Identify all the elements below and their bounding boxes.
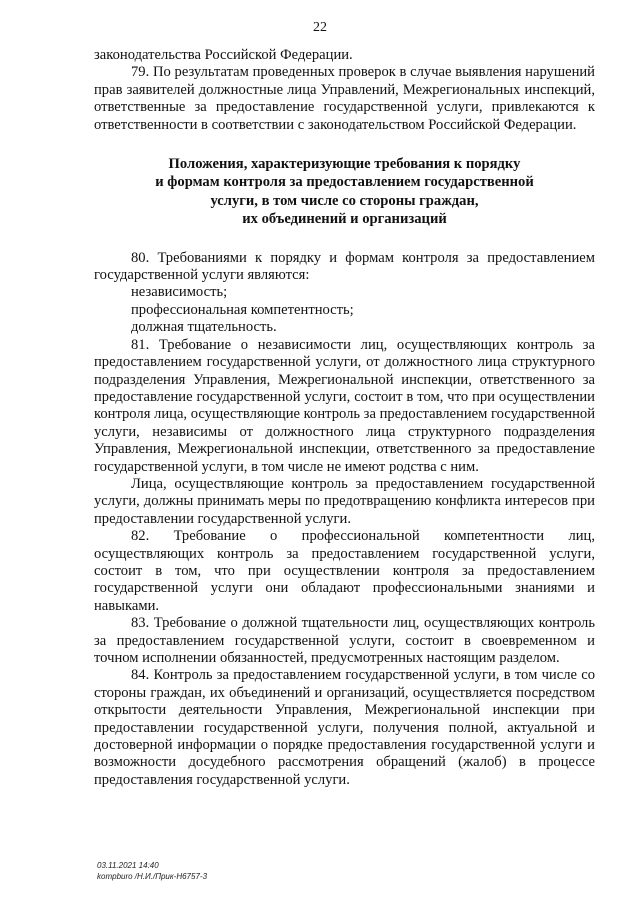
list-item: профессиональная компетентность; [131,301,354,318]
paragraph-81-second: Лица, осуществляющие контроль за предоставлением государственной услуги, должны принимать меры по предотвращению конфликта интересов при предоставлении государственной услуги. [94,475,595,527]
heading-line: Положения, характеризующие требования к порядку [168,156,521,173]
paragraph-80: 80. Требованиями к порядку и формам контроля за предоставлением государственной услуги являются: [94,249,595,284]
heading-line: и формам контроля за предоставлением государственной [155,174,534,191]
page-number: 22 [313,20,327,35]
paragraph-81: 81. Требование о независимости лиц, осуществляющих контроль за предоставлением государственной услуги, от должностного лица структурного подразделения Управления, Межрегиональной инспекции, ответственного за предоставление государственной услуги, состоит в том, что при осуществлении контроля лица, осуществляющие контроль за предоставлением государственной услуги, независимы от должностного лица структурного подразделения Управления, Межрегиональной инспекции, ответственного за предоставление государственной услуги, в том числе не имеют родства с ним. [94,336,596,475]
section-heading [94,155,595,229]
footer-date: 03.11.2021 14:40 [97,861,159,870]
list-item: независимость; [131,284,228,301]
heading-line: их объединений и организаций [242,211,447,228]
paragraph-84: 84. Контроль за предоставлением государственной услуги, в том числе со стороны граждан, их объединений и организаций, осуществляется посредством открытости деятельности Управления, Межрегиональной инспекции при предоставлении государственной услуги, получения полной, актуальной и достоверной информации о порядке предоставления государственной услуги и возможности досудебного рассмотрения обращений (жалоб) в процессе предоставления государственной услуги. [94,667,595,788]
paragraph-82: 82. Требование о профессиональной компетентности лиц, осуществляющих контроль за предоставлением государственной услуги, состоит в том, что при осуществлении контроля за предоставлением государственной услуги они обладают профессиональными знаниями и навыками. [94,528,595,614]
document-body [94,47,595,789]
paragraph-continuation: законодательства Российской Федерации. [94,47,353,63]
list-item: должная тщательность. [131,319,277,336]
heading-line: услуги, в том числе со стороны граждан, [210,192,479,209]
paragraph-79: 79. По результатам проведенных проверок в случае выявления нарушений прав заявителей должностные лица Управлений, Межрегиональных инспекций, ответственные за предоставление государственной услуги, привлекаются к ответственности в соответствии с законодательством Российской Федерации. [94,64,595,133]
footer-document-id: kompburo /Н.И./Прик-Н6757-3 [97,872,208,881]
footer-stamp [97,860,207,882]
paragraph-83: 83. Требование о должной тщательности лиц, осуществляющих контроль за предоставлением государственной услуги, состоит в своевременном и точном исполнении обязанностей, предусмотренных настоящим разделом. [94,615,595,666]
